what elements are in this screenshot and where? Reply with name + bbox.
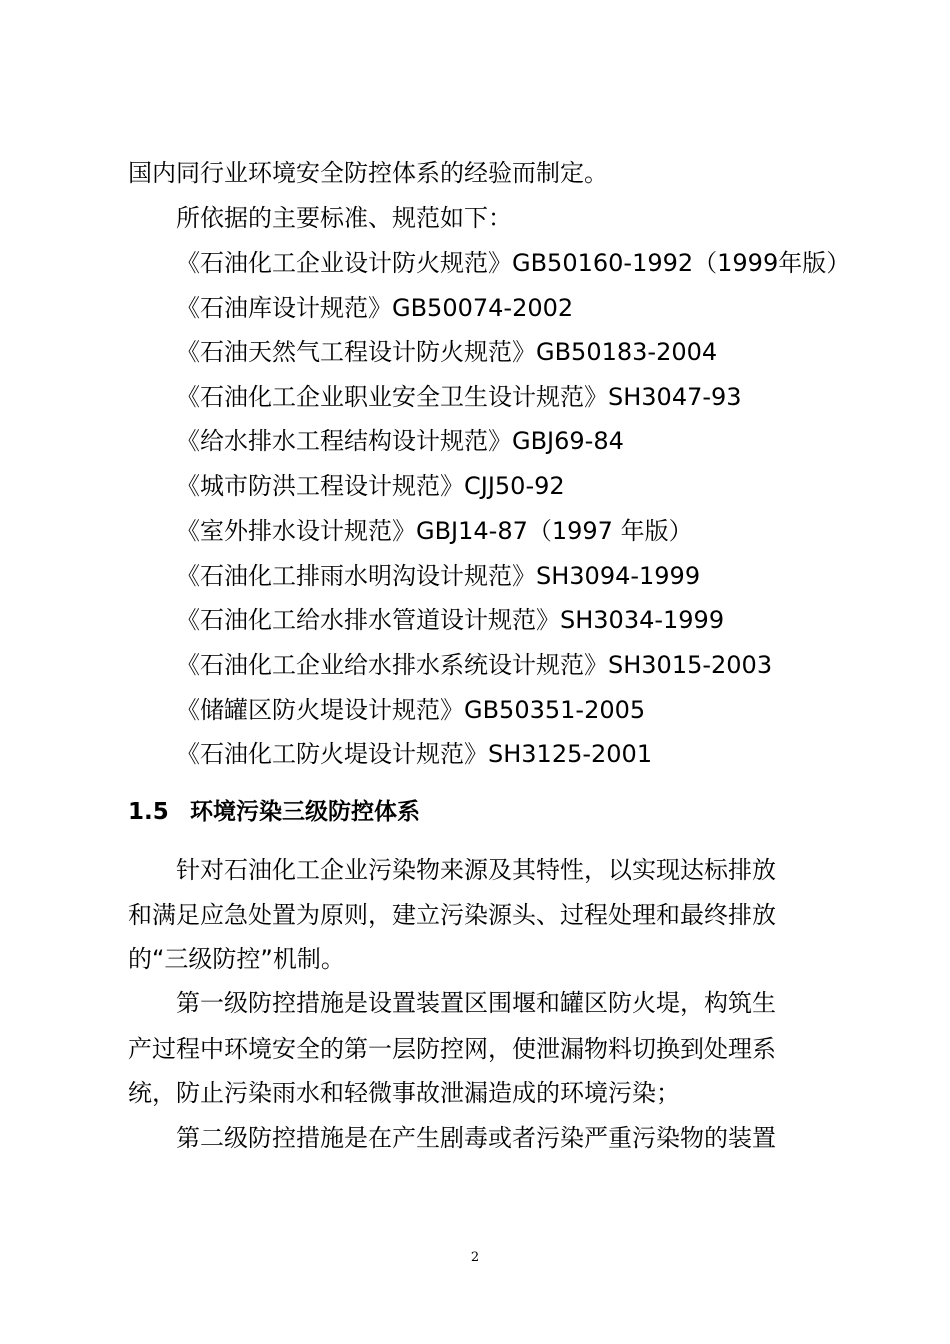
paragraph-line: 和满足应急处置为原则，建立污染源头、过程处理和最终排放 (128, 901, 776, 929)
standard-item: 《石油化工企业职业安全卫生设计规范》SH3047-93 (176, 383, 742, 411)
standard-item: 《石油库设计规范》GB50074-2002 (176, 294, 574, 322)
section-title: 环境污染三级防控体系 (190, 799, 420, 825)
standard-item: 《石油化工企业给水排水系统设计规范》SH3015-2003 (176, 651, 773, 679)
standard-item: 《石油天然气工程设计防火规范》GB50183-2004 (176, 338, 718, 366)
standards-intro-line: 所依据的主要标准、规范如下： (176, 204, 512, 232)
standard-item: 《石油化工企业设计防火规范》GB50160-1992（1999年版） (176, 249, 851, 277)
section-heading (128, 797, 828, 827)
standard-item: 《石油化工防火堤设计规范》SH3125-2001 (176, 740, 653, 768)
paragraph-line: 针对石油化工企业污染物来源及其特性，以实现达标排放 (176, 856, 776, 884)
intro-tail-line: 国内同行业环境安全防控体系的经验而制定。 (128, 159, 608, 187)
standard-item: 《石油化工给水排水管道设计规范》SH3034-1999 (176, 606, 725, 634)
paragraph-line: 第一级防控措施是设置装置区围堰和罐区防火堤，构筑生 (176, 989, 776, 1017)
paragraph-line: 统，防止污染雨水和轻微事故泄漏造成的环境污染； (128, 1079, 680, 1107)
section-number: 1.5 (128, 799, 169, 825)
standard-item: 《石油化工排雨水明沟设计规范》SH3094-1999 (176, 562, 701, 590)
standard-item: 《室外排水设计规范》GBJ14-87（1997 年版） (176, 517, 693, 545)
page-number: 2 (470, 1250, 480, 1265)
standard-item: 《城市防洪工程设计规范》CJJ50-92 (176, 472, 565, 500)
standard-item: 《储罐区防火堤设计规范》GB50351-2005 (176, 696, 646, 724)
paragraph-line: 产过程中环境安全的第一层防控网，使泄漏物料切换到处理系 (128, 1035, 776, 1063)
standard-item: 《给水排水工程结构设计规范》GBJ69-84 (176, 427, 624, 455)
paragraph-line: 的“三级防控”机制。 (128, 945, 345, 973)
paragraph-line: 第二级防控措施是在产生剧毒或者污染严重污染物的装置 (176, 1124, 776, 1152)
